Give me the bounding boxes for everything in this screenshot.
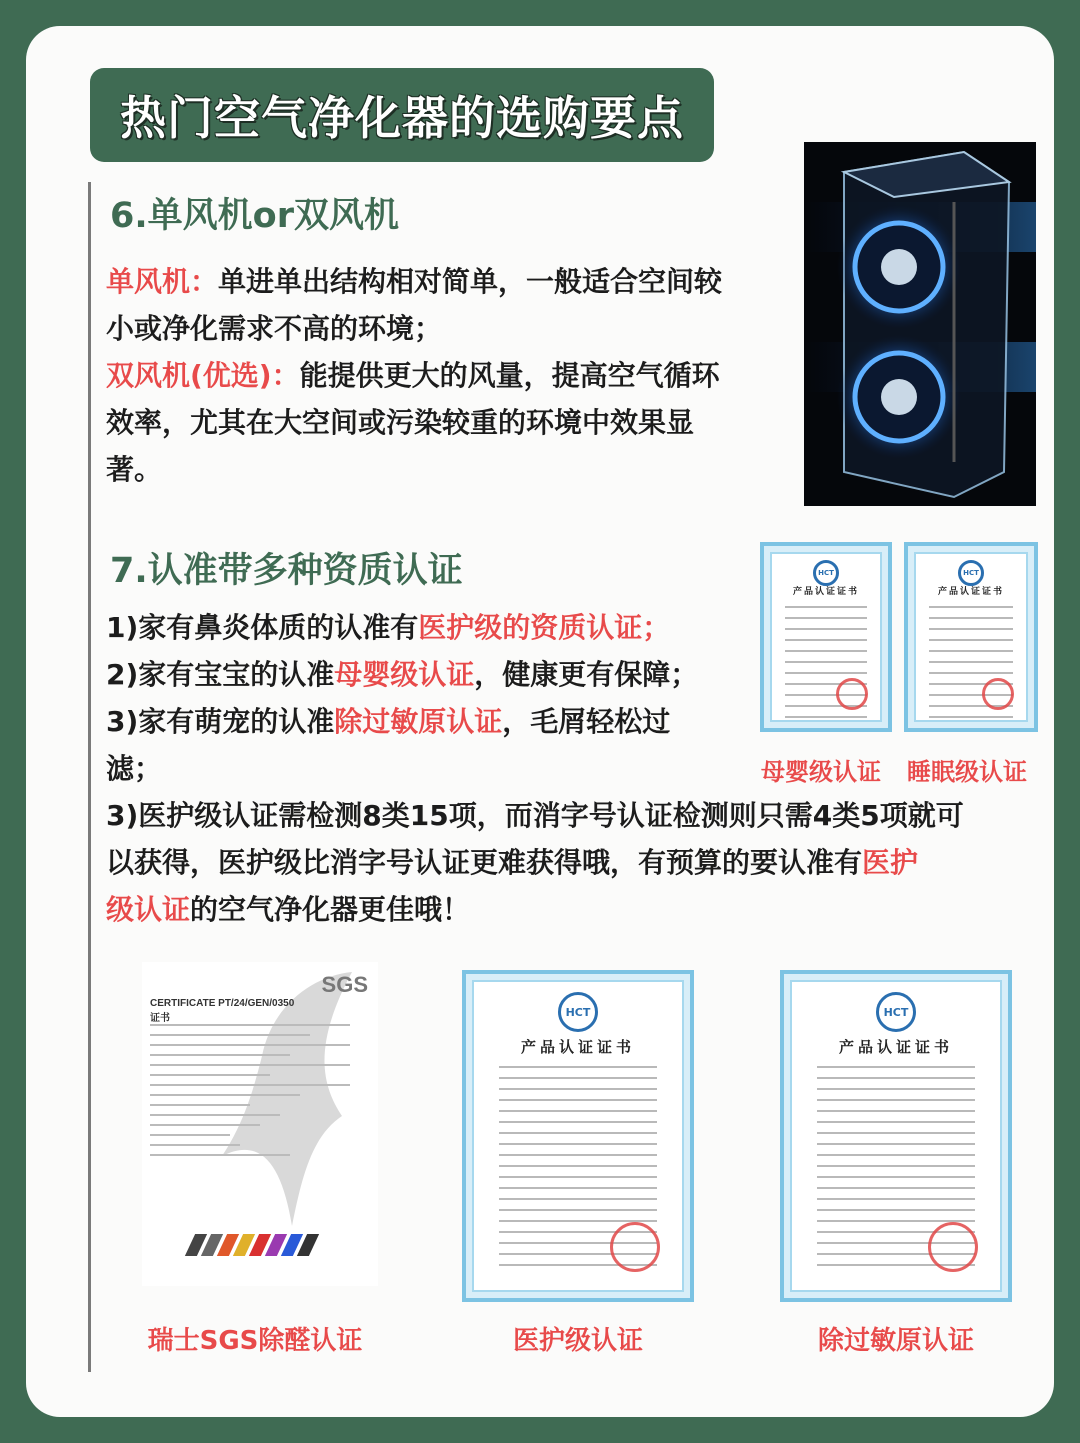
sleep-certificate xyxy=(904,542,1038,732)
red-seal-icon xyxy=(982,678,1014,710)
section7-heading: 7.认准带多种资质认证 xyxy=(110,551,463,591)
item-rhinitis-text: 1)家有鼻炎体质的认准有 xyxy=(106,611,419,644)
sgs-logo: SGS xyxy=(321,972,368,997)
certificate-title: 产品认证证书 xyxy=(838,1038,953,1056)
item-pet-text: 3)家有萌宠的认准 xyxy=(106,705,335,738)
red-seal-icon xyxy=(836,678,868,710)
item-pet-text3: 滤； xyxy=(106,752,163,785)
page-title: 热门空气净化器的选购要点 xyxy=(120,91,684,145)
item-baby-text2: ，健康更有保障； xyxy=(474,658,699,691)
sgs-caption: 瑞士SGS除醛认证 xyxy=(147,1326,363,1356)
single-fan-text2: 小或净化需求不高的环境； xyxy=(106,312,443,345)
single-fan-label: 单风机： xyxy=(106,265,219,298)
sgs-text-lines xyxy=(150,1024,350,1164)
note-line3-highlight: 级认证 xyxy=(106,893,191,926)
hct-logo-icon: HCT xyxy=(876,992,916,1032)
dual-fan-purifier-image xyxy=(804,142,1036,506)
certificate-title: 产品认证证书 xyxy=(937,587,1004,597)
item-baby xyxy=(106,651,766,698)
sgs-color-birds xyxy=(190,1234,314,1256)
medical-grade-certificate xyxy=(462,970,694,1302)
section7-list xyxy=(106,604,766,792)
note-line2-highlight: 医护 xyxy=(862,846,919,879)
title-banner xyxy=(90,68,714,162)
section7-note xyxy=(106,792,1051,933)
item-pet-text2: ，毛屑轻松过 xyxy=(502,705,671,738)
note-line3-text: 的空气净化器更佳哦！ xyxy=(190,893,471,926)
section6-body xyxy=(106,258,806,493)
dual-fan-line1 xyxy=(106,352,806,399)
sleep-caption: 睡眠级认证 xyxy=(907,758,1027,786)
anti-allergen-certificate xyxy=(780,970,1012,1302)
certificate-title: 产品认证证书 xyxy=(520,1038,635,1056)
sgs-title-en: CERTIFICATE PT/24/GEN/0350 xyxy=(150,998,295,1009)
hct-logo-icon: HCT xyxy=(958,560,984,586)
item-baby-highlight: 母婴级认证 xyxy=(334,658,475,691)
item-pet xyxy=(106,698,766,745)
note-line1: 3)医护级认证需检测8类15项，而消字号认证检测则只需4类5项就可 xyxy=(106,799,964,832)
item-pet-highlight: 除过敏原认证 xyxy=(334,705,503,738)
section6-heading: 6.单风机or双风机 xyxy=(110,196,399,236)
note-line2 xyxy=(106,839,1051,886)
item-rhinitis-highlight: 医护级的资质认证； xyxy=(418,611,671,644)
maternal-infant-certificate xyxy=(760,542,892,732)
maternal-infant-caption: 母婴级认证 xyxy=(761,758,881,786)
item-baby-text: 2)家有宝宝的认准 xyxy=(106,658,335,691)
red-seal-icon xyxy=(610,1222,660,1272)
dual-fan-label: 双风机(优选)： xyxy=(106,359,300,392)
dual-fan-text1: 能提供更大的风量，提高空气循环 xyxy=(299,359,720,392)
medical-grade-caption: 医护级认证 xyxy=(512,1326,643,1356)
sgs-title-zh: 证书 xyxy=(150,1013,170,1024)
note-line2-text: 以获得，医护级比消字号认证更难获得哦，有预算的要认准有 xyxy=(106,846,863,879)
sgs-certificate-title xyxy=(150,998,294,1024)
dual-fan-text2: 效率，尤其在大空间或污染较重的环境中效果显 xyxy=(106,406,695,439)
sgs-certificate xyxy=(142,962,378,1286)
single-fan-text1: 单进单出结构相对简单，一般适合空间较 xyxy=(218,265,723,298)
purifier-illustration xyxy=(804,142,1036,506)
red-seal-icon xyxy=(928,1222,978,1272)
anti-allergen-caption: 除过敏原认证 xyxy=(817,1326,974,1356)
hct-logo-icon: HCT xyxy=(813,560,839,586)
single-fan-line1 xyxy=(106,258,806,305)
hct-logo-icon: HCT xyxy=(558,992,598,1032)
note-line3 xyxy=(106,886,1051,933)
dual-fan-text3: 著。 xyxy=(106,453,163,486)
item-rhinitis xyxy=(106,604,766,651)
certificate-title: 产品认证证书 xyxy=(792,587,859,597)
left-divider xyxy=(88,182,91,1372)
